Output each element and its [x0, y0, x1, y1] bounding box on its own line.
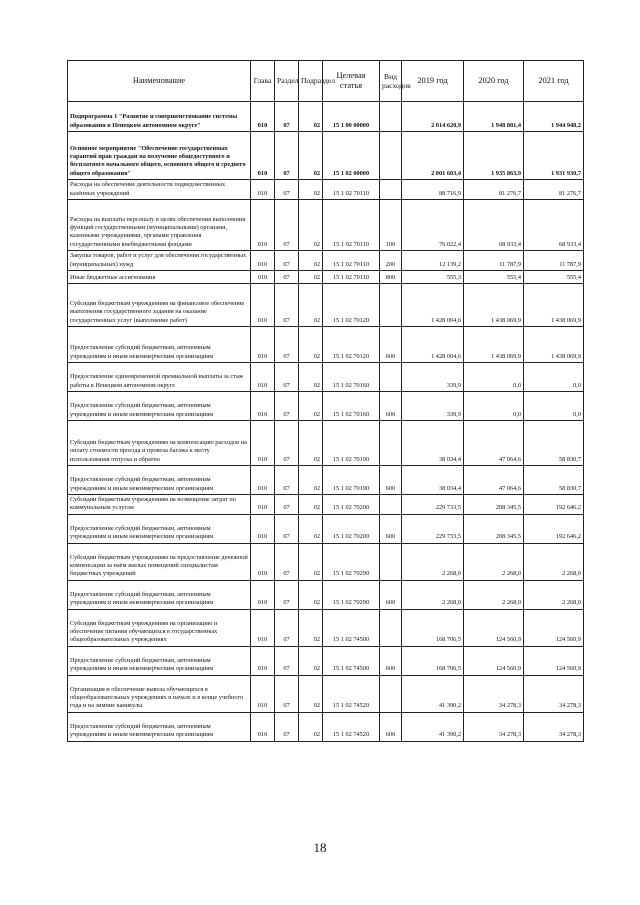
cell-name: Предоставление субсидий бюджетным, автономным учреждениям и иным некоммерческим организациям [68, 392, 251, 421]
cell-glava: 010 [251, 363, 275, 392]
table-row [68, 712, 584, 741]
cell-glava: 010 [251, 421, 275, 466]
cell-2019: 38 034,4 [402, 466, 464, 495]
table-row [68, 180, 584, 200]
cell-target-article: 15 1 02 70160 [323, 392, 380, 421]
cell-target-article: 15 1 02 74500 [323, 609, 380, 646]
table-row [68, 327, 584, 363]
cell-target-article: 15 1 02 70290 [323, 543, 380, 580]
cell-podrazdel: 02 [299, 495, 323, 515]
cell-2020: 208 345,5 [464, 514, 524, 543]
cell-expense-type: 600 [380, 646, 402, 675]
cell-2020: 555,4 [464, 271, 524, 284]
cell-2020: 1 438 069,9 [464, 327, 524, 363]
cell-podrazdel: 02 [299, 102, 323, 132]
budget-table [67, 60, 584, 742]
cell-target-article: 15 1 02 70200 [323, 495, 380, 515]
cell-podrazdel: 02 [299, 180, 323, 200]
cell-podrazdel: 02 [299, 675, 323, 712]
cell-podrazdel: 02 [299, 646, 323, 675]
header-2019: 2019 год [402, 61, 464, 102]
cell-podrazdel: 02 [299, 580, 323, 609]
cell-2021: 192 646,2 [524, 514, 584, 543]
cell-expense-type [380, 609, 402, 646]
cell-expense-type: 600 [380, 327, 402, 363]
cell-expense-type: 100 [380, 200, 402, 251]
cell-name: Предоставление субсидий бюджетным, автономным учреждениям и иным некоммерческим организациям [68, 327, 251, 363]
cell-razdel: 07 [275, 327, 299, 363]
cell-expense-type: 600 [380, 514, 402, 543]
cell-razdel: 07 [275, 495, 299, 515]
cell-2019: 41 390,2 [402, 675, 464, 712]
cell-name: Предоставление субсидий бюджетным, автономным учреждениям и иным некоммерческим организациям [68, 466, 251, 495]
cell-2021: 1 931 930,7 [524, 132, 584, 180]
cell-glava: 010 [251, 180, 275, 200]
cell-podrazdel: 02 [299, 284, 323, 327]
cell-2019: 339,9 [402, 363, 464, 392]
page-number: 18 [313, 840, 327, 855]
cell-2019: 229 733,5 [402, 514, 464, 543]
table-row [68, 271, 584, 284]
cell-2019: 2 014 620,9 [402, 102, 464, 132]
cell-podrazdel: 02 [299, 543, 323, 580]
cell-name: Предоставление субсидий бюджетным, автономным учреждениям и иным некоммерческим организациям [68, 580, 251, 609]
cell-name: Предоставление субсидий бюджетным, автономным учреждениям и иным некоммерческим организациям [68, 712, 251, 741]
cell-2020: 124 560,9 [464, 609, 524, 646]
cell-name: Субсидии бюджетным учреждениям на возмещение затрат по коммунальным услугам [68, 495, 251, 515]
table-row [68, 200, 584, 251]
cell-name: Предоставление субсидий бюджетным, автономным учреждениям и иным некоммерческим организациям [68, 646, 251, 675]
header-razdel: Раздел [275, 61, 299, 102]
cell-2021: 58 830,7 [524, 466, 584, 495]
cell-2020: 34 278,3 [464, 675, 524, 712]
cell-expense-type: 600 [380, 580, 402, 609]
cell-2020: 11 787,9 [464, 251, 524, 271]
cell-expense-type [380, 421, 402, 466]
cell-2019: 229 733,5 [402, 495, 464, 515]
cell-2021: 58 830,7 [524, 421, 584, 466]
cell-2020: 0,0 [464, 363, 524, 392]
cell-2020: 208 345,5 [464, 495, 524, 515]
cell-2019: 1 428 004,6 [402, 327, 464, 363]
cell-name: Субсидии бюджетным учреждениям на финансовое обеспечение выполнения государственного задания на оказание государственных услуг (выполнение работ) [68, 284, 251, 327]
cell-name: Расходы на выплаты персоналу в целях обеспечения выполнения функций государственными (муниципальными) органами, казенными учреждениями, органами управления государственными внебюджетными фондами [68, 200, 251, 251]
table-row [68, 363, 584, 392]
cell-glava: 010 [251, 609, 275, 646]
cell-podrazdel: 02 [299, 514, 323, 543]
cell-name: Субсидии бюджетным учреждениям на организацию и обеспечение питания обучающихся в государственных общеобразовательных учреждениях [68, 609, 251, 646]
cell-2021: 34 278,3 [524, 675, 584, 712]
cell-name: Иные бюджетные ассигнования [68, 271, 251, 284]
cell-razdel: 07 [275, 102, 299, 132]
cell-razdel: 07 [275, 180, 299, 200]
cell-expense-type: 600 [380, 466, 402, 495]
cell-2019: 38 034,4 [402, 421, 464, 466]
cell-glava: 010 [251, 251, 275, 271]
cell-2021: 555,4 [524, 271, 584, 284]
cell-glava: 010 [251, 392, 275, 421]
cell-name: Основное мероприятие "Обеспечение государственных гарантий прав граждан на получение общедоступного и бесплатного начального общего, основного общего и среднего общего образования" [68, 132, 251, 180]
cell-razdel: 07 [275, 251, 299, 271]
cell-podrazdel: 02 [299, 251, 323, 271]
cell-podrazdel: 02 [299, 712, 323, 741]
cell-podrazdel: 02 [299, 421, 323, 466]
cell-razdel: 07 [275, 543, 299, 580]
table-row [68, 609, 584, 646]
cell-2019: 555,3 [402, 271, 464, 284]
cell-name: Расходы на обеспечение деятельности подведомственных казённых учреждений [68, 180, 251, 200]
cell-2021: 81 276,7 [524, 180, 584, 200]
cell-2019: 88 716,9 [402, 180, 464, 200]
cell-glava: 010 [251, 271, 275, 284]
cell-razdel: 07 [275, 200, 299, 251]
cell-podrazdel: 02 [299, 466, 323, 495]
cell-target-article: 15 1 00 00000 [323, 102, 380, 132]
cell-expense-type: 600 [380, 712, 402, 741]
cell-expense-type: 200 [380, 251, 402, 271]
cell-2021: 1 944 948,2 [524, 102, 584, 132]
cell-target-article: 15 1 02 70120 [323, 327, 380, 363]
table-row [68, 580, 584, 609]
cell-glava: 010 [251, 284, 275, 327]
cell-target-article: 15 1 02 70110 [323, 271, 380, 284]
cell-target-article: 15 1 02 70190 [323, 466, 380, 495]
cell-expense-type [380, 132, 402, 180]
cell-razdel: 07 [275, 580, 299, 609]
cell-2020: 47 064,6 [464, 421, 524, 466]
cell-glava: 010 [251, 646, 275, 675]
cell-expense-type [380, 495, 402, 515]
cell-2020: 0,0 [464, 392, 524, 421]
cell-2019: 168 706,5 [402, 646, 464, 675]
cell-glava: 010 [251, 514, 275, 543]
cell-2019: 1 428 004,6 [402, 284, 464, 327]
cell-expense-type [380, 675, 402, 712]
table-header-row [68, 61, 584, 102]
cell-target-article: 15 1 02 70290 [323, 580, 380, 609]
cell-razdel: 07 [275, 271, 299, 284]
cell-name: Субсидии бюджетным учреждениям на предоставление денежной компенсации за наём жилых помещений специалистам бюджетных учреждений [68, 543, 251, 580]
cell-2021: 1 438 069,9 [524, 327, 584, 363]
cell-expense-type [380, 363, 402, 392]
table-row [68, 646, 584, 675]
cell-2021: 68 933,4 [524, 200, 584, 251]
cell-2021: 0,0 [524, 363, 584, 392]
cell-2020: 2 268,0 [464, 543, 524, 580]
cell-2019: 76 022,4 [402, 200, 464, 251]
cell-razdel: 07 [275, 514, 299, 543]
cell-glava: 010 [251, 675, 275, 712]
cell-2020: 1 948 881,4 [464, 102, 524, 132]
table-row [68, 495, 584, 515]
cell-2021: 1 438 069,9 [524, 284, 584, 327]
cell-2020: 34 278,3 [464, 712, 524, 741]
cell-2021: 0,0 [524, 392, 584, 421]
cell-glava: 010 [251, 102, 275, 132]
header-expense-type: Вид расходов [380, 61, 402, 102]
cell-razdel: 07 [275, 363, 299, 392]
cell-2021: 2 268,0 [524, 580, 584, 609]
cell-expense-type [380, 180, 402, 200]
cell-expense-type [380, 284, 402, 327]
table-row [68, 543, 584, 580]
cell-podrazdel: 02 [299, 363, 323, 392]
header-name: Наименование [68, 61, 251, 102]
cell-2019: 12 139,2 [402, 251, 464, 271]
cell-2020: 1 935 863,9 [464, 132, 524, 180]
cell-name: Предоставление единовременной премиальной выплаты за стаж работы в Ненецком автономном округе [68, 363, 251, 392]
cell-glava: 010 [251, 543, 275, 580]
table-row [68, 466, 584, 495]
cell-podrazdel: 02 [299, 327, 323, 363]
cell-target-article: 15 1 02 70110 [323, 180, 380, 200]
cell-2021: 124 560,9 [524, 609, 584, 646]
cell-2019: 41 390,2 [402, 712, 464, 741]
header-podrazdel: Подраздел [299, 61, 323, 102]
cell-podrazdel: 02 [299, 271, 323, 284]
cell-target-article: 15 1 02 70160 [323, 363, 380, 392]
cell-2020: 68 933,4 [464, 200, 524, 251]
cell-razdel: 07 [275, 609, 299, 646]
cell-name: Организация и обеспечение вывоза обучающихся в общеобразовательных учреждениях в начале и в конце учебного года и на зимние каникулы [68, 675, 251, 712]
table-row [68, 421, 584, 466]
cell-razdel: 07 [275, 712, 299, 741]
cell-2020: 47 064,6 [464, 466, 524, 495]
cell-2019: 2 268,0 [402, 543, 464, 580]
table-row [68, 675, 584, 712]
cell-razdel: 07 [275, 646, 299, 675]
cell-expense-type [380, 543, 402, 580]
header-2020: 2020 год [464, 61, 524, 102]
cell-glava: 010 [251, 327, 275, 363]
cell-target-article: 15 1 02 70190 [323, 421, 380, 466]
cell-target-article: 15 1 02 00000 [323, 132, 380, 180]
cell-razdel: 07 [275, 675, 299, 712]
cell-glava: 010 [251, 495, 275, 515]
cell-glava: 010 [251, 132, 275, 180]
table-row [68, 392, 584, 421]
cell-glava: 010 [251, 712, 275, 741]
cell-expense-type [380, 102, 402, 132]
cell-expense-type: 800 [380, 271, 402, 284]
cell-target-article: 15 1 02 74520 [323, 712, 380, 741]
header-glava: Глава [251, 61, 275, 102]
cell-2020: 124 560,9 [464, 646, 524, 675]
table-row [68, 284, 584, 327]
cell-2021: 11 787,9 [524, 251, 584, 271]
cell-2019: 339,9 [402, 392, 464, 421]
cell-2021: 34 278,3 [524, 712, 584, 741]
cell-name: Предоставление субсидий бюджетным, автономным учреждениям и иным некоммерческим организациям [68, 514, 251, 543]
cell-glava: 010 [251, 580, 275, 609]
cell-target-article: 15 1 02 74500 [323, 646, 380, 675]
cell-podrazdel: 02 [299, 132, 323, 180]
cell-glava: 010 [251, 200, 275, 251]
cell-2019: 2 001 603,4 [402, 132, 464, 180]
header-2021: 2021 год [524, 61, 584, 102]
cell-target-article: 15 1 02 70120 [323, 284, 380, 327]
cell-razdel: 07 [275, 421, 299, 466]
cell-razdel: 07 [275, 466, 299, 495]
cell-2019: 168 706,5 [402, 609, 464, 646]
cell-target-article: 15 1 02 70110 [323, 251, 380, 271]
cell-razdel: 07 [275, 132, 299, 180]
table-row [68, 132, 584, 180]
header-target-article: Целевая статья [323, 61, 380, 102]
cell-razdel: 07 [275, 284, 299, 327]
cell-2021: 124 560,9 [524, 646, 584, 675]
cell-2021: 192 646,2 [524, 495, 584, 515]
cell-glava: 010 [251, 466, 275, 495]
cell-target-article: 15 1 02 70200 [323, 514, 380, 543]
table-row [68, 102, 584, 132]
cell-podrazdel: 02 [299, 392, 323, 421]
cell-2019: 2 268,0 [402, 580, 464, 609]
table-body [68, 102, 584, 742]
cell-name: Подпрограмма 1 "Развитие и совершенствование системы образования в Ненецком автономном округе" [68, 102, 251, 132]
cell-target-article: 15 1 02 74520 [323, 675, 380, 712]
cell-podrazdel: 02 [299, 200, 323, 251]
cell-expense-type: 600 [380, 392, 402, 421]
cell-2020: 2 268,0 [464, 580, 524, 609]
cell-name: Закупка товаров, работ и услуг для обеспечения государственных (муниципальных) нужд [68, 251, 251, 271]
cell-podrazdel: 02 [299, 609, 323, 646]
table-row [68, 251, 584, 271]
cell-razdel: 07 [275, 392, 299, 421]
cell-name: Субсидии бюджетным учреждениям на компенсацию расходов на оплату стоимости проезда и провоза багажа к месту использования отпуска и обратно [68, 421, 251, 466]
cell-2021: 2 268,0 [524, 543, 584, 580]
cell-target-article: 15 1 02 70110 [323, 200, 380, 251]
cell-2020: 81 276,7 [464, 180, 524, 200]
cell-2020: 1 438 069,9 [464, 284, 524, 327]
table-row [68, 514, 584, 543]
